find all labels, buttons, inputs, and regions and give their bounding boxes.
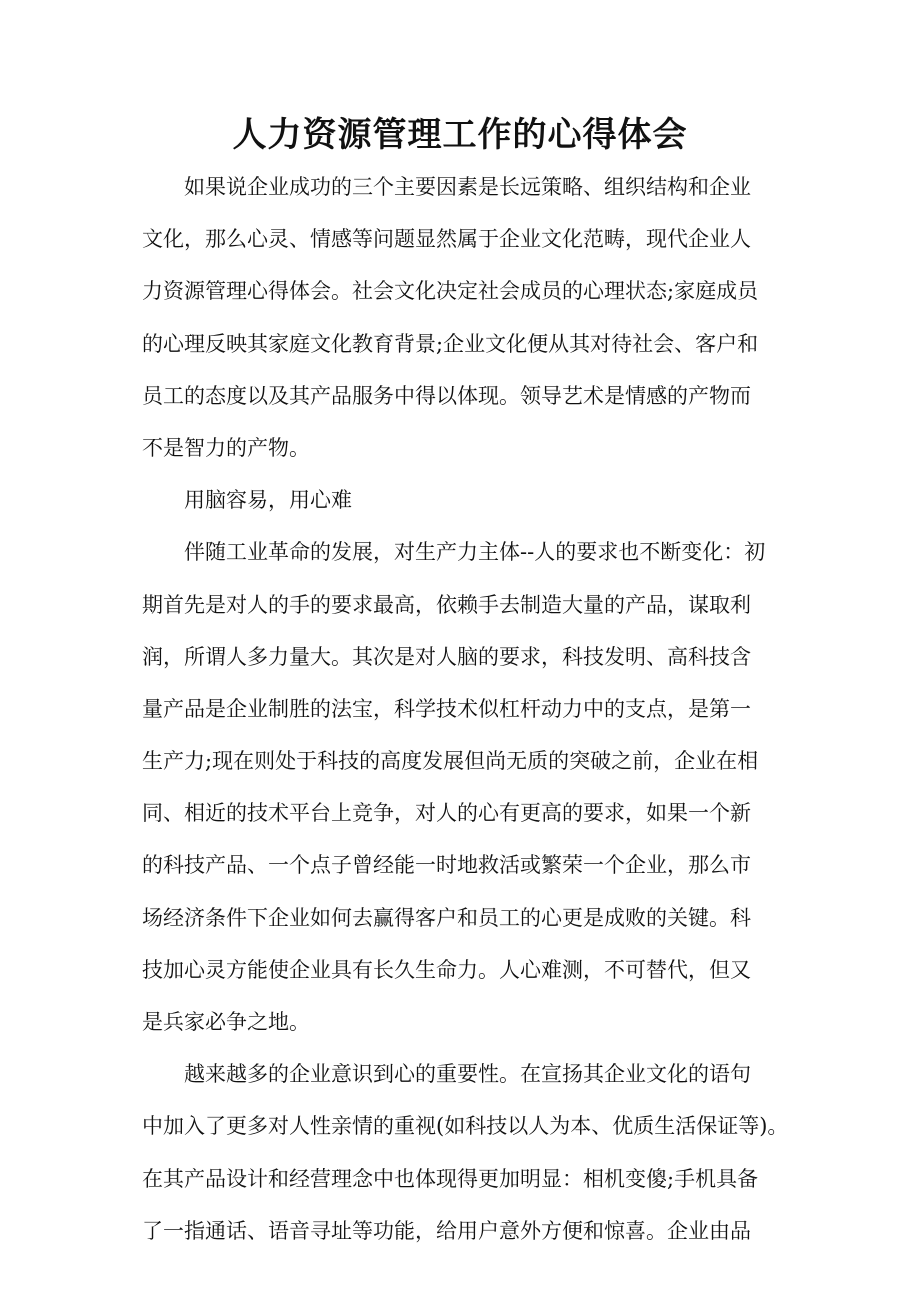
text-line: 是兵家必争之地。 [142,1010,310,1034]
text-line: 场经济条件下企业如何去赢得客户和员工的心更是成败的关键。科 [142,905,751,930]
text-line: 技加心灵方能使企业具有长久生命力。人心难测，不可替代，但又 [142,957,751,982]
text-line: 了一指通话、语音寻址等功能，给用户意外方便和惊喜。企业由品 [142,1218,751,1243]
text-line: 越来越多的企业意识到心的重要性。在宣扬其企业文化的语句 [184,1062,751,1087]
page-title: 人力资源管理工作的心得体会 [232,115,688,155]
text-line: 文化，那么心灵、情感等问题显然属于企业文化范畴，现代企业人 [142,227,751,252]
text-line: 的科技产品、一个点子曾经能一时地救活或繁荣一个企业，那么市 [142,853,751,878]
text-line: 润，所谓人多力量大。其次是对人脑的要求，科技发明、高科技含 [142,644,751,669]
text-line: 在其产品设计和经营理念中也体现得更加明显：相机变傻;手机具备 [142,1166,759,1191]
body-text [142,164,789,1260]
text-line: 同、相近的技术平台上竞争，对人的心有更高的要求，如果一个新 [142,801,751,826]
text-line: 力资源管理心得体会。社会文化决定社会成员的心理状态;家庭成员 [142,279,759,304]
text-line: 如果说企业成功的三个主要因素是长远策略、组织结构和企业 [184,175,751,199]
text-line: 不是智力的产物。 [142,435,310,460]
text-line: 期首先是对人的手的要求最高，依赖手去制造大量的产品，谋取利 [142,592,751,617]
text-line: 量产品是企业制胜的法宝，科学技术似杠杆动力中的支点，是第一 [142,696,751,721]
text-line: 员工的态度以及其产品服务中得以体现。领导艺术是情感的产物而 [142,383,751,408]
text-line: 用脑容易，用心难 [184,488,352,513]
text-line: 的心理反映其家庭文化教育背景;企业文化便从其对待社会、客户和 [142,331,759,356]
text-line: 中加入了更多对人性亲情的重视(如科技以人为本、优质生活保证等)。 [142,1114,789,1139]
text-line: 伴随工业革命的发展，对生产力主体--人的要求也不断变化：初 [184,540,766,565]
text-line: 生产力;现在则处于科技的高度发展但尚无质的突破之前，企业在相 [142,749,759,774]
